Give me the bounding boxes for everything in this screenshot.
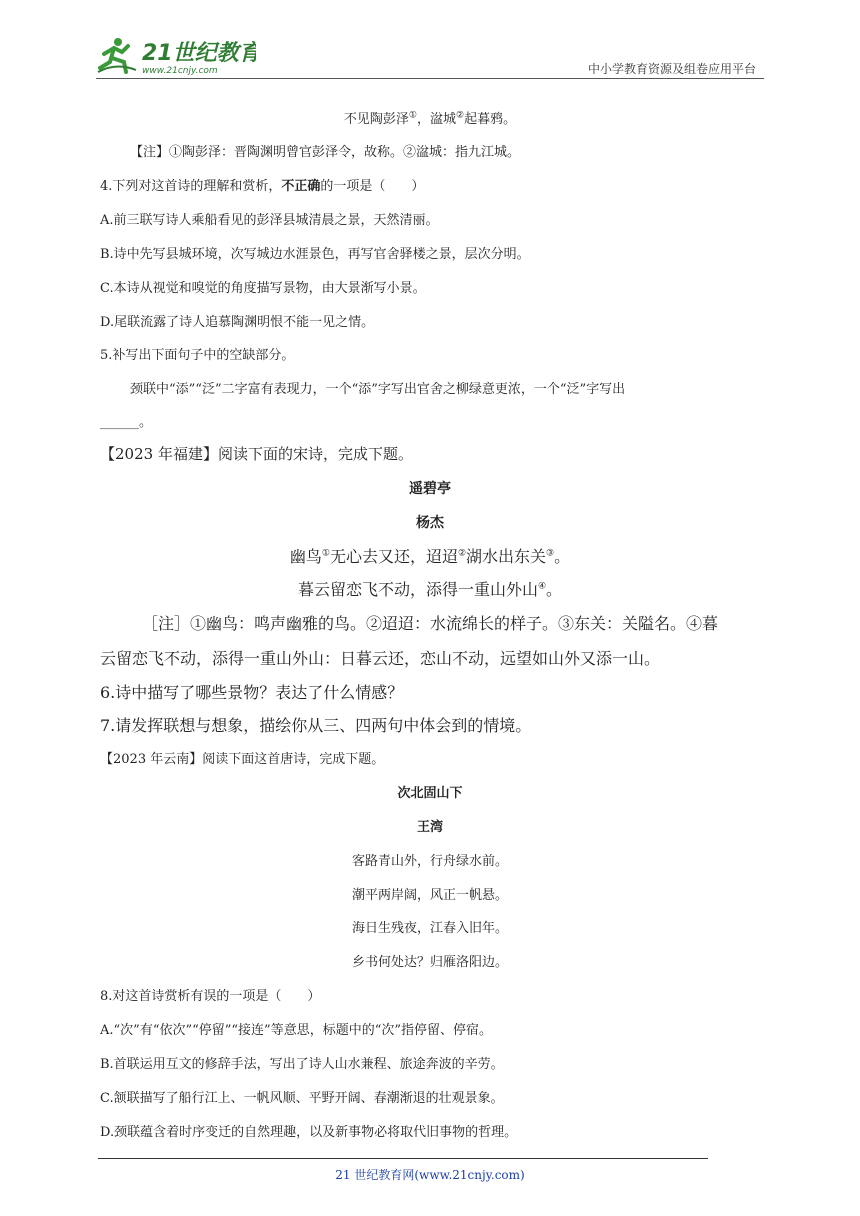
q8-stem: 8.对这首诗赏析有误的一项是（ ）: [100, 989, 321, 1004]
footer-divider: [98, 1158, 708, 1159]
yunnan-poem-title: 次北固山下: [397, 786, 463, 801]
header-divider: [96, 78, 764, 79]
fujian-poem-line2: 暮云留恋飞不动，添得一重山外山④。: [297, 580, 563, 599]
q5-stem: 5.补写出下面句子中的空缺部分。: [100, 348, 295, 363]
q4-option-a: A.前三联写诗人乘船看见的彭泽县城清晨之景，天然清丽。: [100, 213, 439, 228]
q5-line1: 颈联中“添”“泛”二字富有表现力，一个“添”字写出官舍之柳绿意更浓，一个“泛”字写出: [130, 382, 626, 397]
q5-line2: ______。: [100, 415, 153, 430]
q4-option-c: C.本诗从视觉和嗅觉的角度描写景物，由大景渐写小景。: [100, 281, 426, 296]
yunnan-poem-author: 王湾: [416, 820, 443, 835]
footer-link[interactable]: 21 世纪教育网(www.21cnjy.com): [335, 1168, 525, 1182]
q8-option-d: D.颈联蕴含着时序变迁的自然理趣，以及新事物必将取代旧事物的哲理。: [100, 1125, 518, 1140]
runner-logo-icon: [96, 32, 256, 76]
q6-stem: 6.诗中描写了哪些景物？表达了什么情感？: [100, 683, 404, 702]
fujian-poem-title: 遥碧亭: [409, 481, 451, 497]
q8-option-b: B.首联运用互文的修辞手法，写出了诗人山水兼程、旅途奔波的辛劳。: [100, 1057, 504, 1072]
yunnan-intro: 【2023 年云南】阅读下面这首唐诗，完成下题。: [100, 752, 385, 767]
yunnan-poem-line2: 潮平两岸阔，风正一帆悬。: [351, 888, 508, 903]
q8-option-a: A.“次”有“依次”“停留”“接连”等意思，标题中的“次”指停留、停宿。: [100, 1023, 492, 1038]
fujian-intro: 【2023 年福建】阅读下面的宋诗，完成下题。: [100, 445, 413, 463]
q4-stem: 4.下列对这首诗的理解和赏析，不正确的一项是（ ）: [100, 179, 425, 194]
logo-url: www.21cnjy.com: [142, 66, 218, 76]
fujian-poem-line1: 幽鸟①无心去又还，迢迢②湖水出东关③。: [289, 547, 571, 566]
q4-option-b: B.诗中先写县城环境，次写城边水涯景色，再写官舍驿楼之景，层次分明。: [100, 247, 530, 262]
logo-text: 21世纪教育: [142, 41, 256, 66]
fujian-note-line2: 云留恋飞不动，添得一重山外山：日暮云还，恋山不动，远望如山外又添一山。: [100, 649, 661, 668]
site-logo: [96, 32, 256, 76]
fujian-note-line1: ［注］①幽鸟：鸣声幽雅的鸟。②迢迢：水流绵长的样子。③东关：关隘名。④暮: [142, 614, 719, 633]
yunnan-poem-line4: 乡书何处达？归雁洛阳边。: [351, 955, 508, 970]
fujian-poem-author: 杨杰: [416, 515, 444, 531]
q8-option-c: C.颔联描写了船行江上、一帆风顺、平野开阔、春潮渐退的壮观景象。: [100, 1091, 504, 1106]
poem1-note: 【注】①陶彭泽：晋陶渊明曾官彭泽令，故称。②湓城：指九江城。: [130, 145, 521, 160]
poem1-last-line: 不见陶彭泽①，湓城②起暮鸦。: [343, 110, 517, 127]
header-platform-text: 中小学教育资源及组卷应用平台: [587, 62, 756, 76]
q4-option-d: D.尾联流露了诗人追慕陶渊明恨不能一见之情。: [100, 315, 375, 330]
yunnan-poem-line1: 客路青山外，行舟绿水前。: [351, 854, 508, 869]
q7-stem: 7.请发挥联想与想象，描绘你从三、四两句中体会到的情境。: [100, 716, 532, 735]
yunnan-poem-line3: 海日生残夜，江春入旧年。: [351, 921, 508, 936]
